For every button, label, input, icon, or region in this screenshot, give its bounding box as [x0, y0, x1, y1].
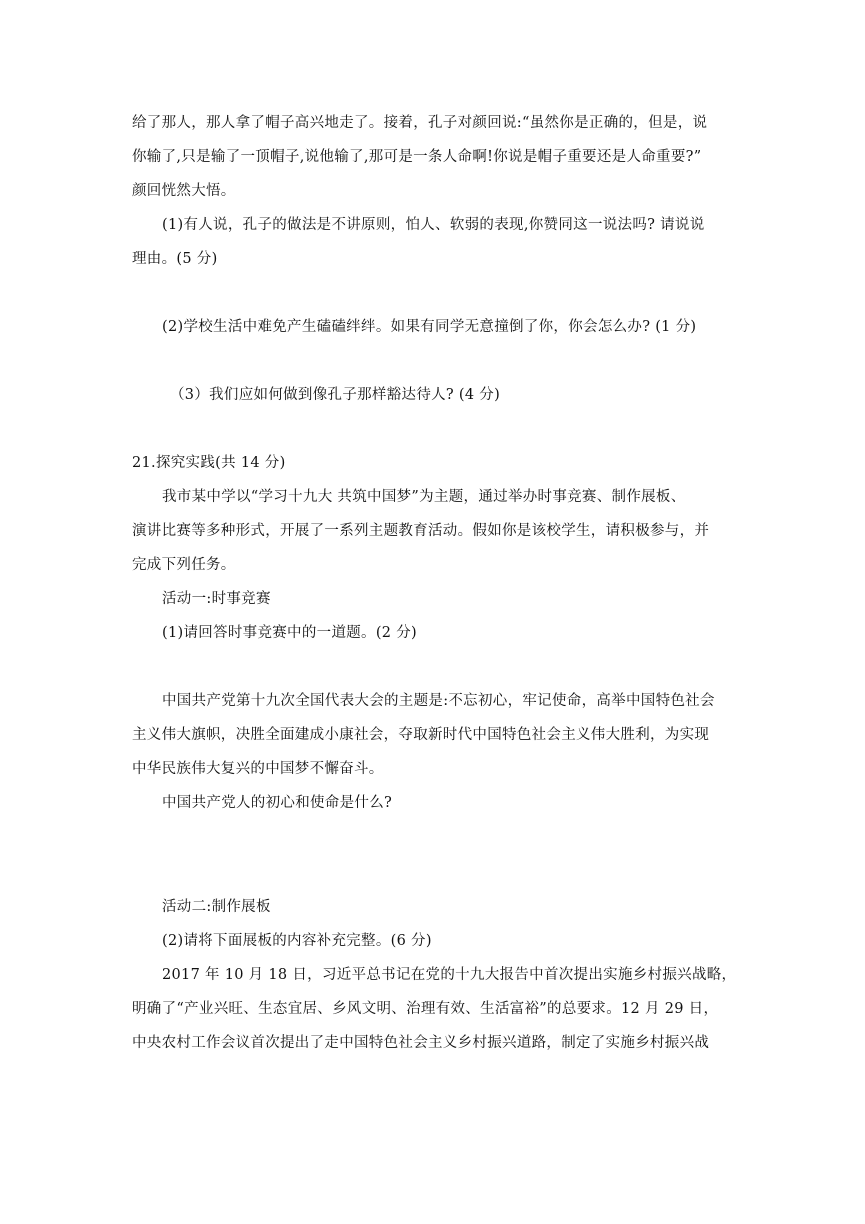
congress-theme-line-3: 中华民族伟大复兴的中国梦不懈奋斗。 — [132, 761, 384, 777]
activity-2-heading: 活动二:制作展板 — [162, 899, 271, 915]
activity-1-question: (1)请回答时事竞赛中的一道题。(2 分) — [162, 625, 417, 641]
intro-text-line-2: 演讲比赛等多种形式，开展了一系列主题教育活动。假如你是该校学生，请积极参与，并 — [132, 523, 710, 539]
story-text-line-1: 给了那人，那人拿了帽子高兴地走了。接着，孔子对颜回说:“虽然你是正确的，但是，说 — [132, 115, 708, 131]
intro-text-line-3: 完成下列任务。 — [132, 557, 236, 573]
question-1-line-2: 理由。(5 分) — [132, 251, 218, 267]
story-text-line-3: 颜回恍然大悟。 — [132, 183, 236, 199]
congress-question: 中国共产党人的初心和使命是什么? — [162, 795, 393, 811]
rural-text-line-1: 2017 年 10 月 18 日，习近平总书记在党的十九大报告中首次提出实施乡村振兴战略， — [162, 967, 737, 983]
question-3: （3）我们应如何做到像孔子那样豁达待人? (4 分) — [170, 387, 501, 403]
story-text-line-2: 你输了,只是输了一顶帽子,说他输了,那可是一条人命啊!你说是帽子重要还是人命重要?” — [132, 149, 702, 165]
question-1-line-1: (1)有人说，孔子的做法是不讲原则，怕人、软弱的表现,你赞同这一说法吗? 请说说 — [162, 217, 705, 233]
activity-1-heading: 活动一:时事竞赛 — [162, 591, 271, 607]
intro-text-line-1: 我市某中学以“学习十九大 共筑中国梦”为主题，通过举办时事竞赛、制作展板、 — [162, 489, 686, 505]
question-2: (2)学校生活中难免产生磕磕绊绊。如果有同学无意撞倒了你，你会怎么办? (1 分) — [162, 319, 697, 335]
section-21-heading: 21.探究实践(共 14 分) — [132, 455, 286, 471]
activity-2-question: (2)请将下面展板的内容补充完整。(6 分) — [162, 933, 432, 949]
rural-text-line-2: 明确了“产业兴旺、生态宜居、乡风文明、治理有效、生活富裕”的总要求。12 月 29 日， — [132, 1001, 719, 1017]
congress-theme-line-2: 主义伟大旗帜，决胜全面建成小康社会，夺取新时代中国特色社会主义伟大胜利，为实现 — [132, 727, 710, 743]
congress-theme-line-1: 中国共产党第十九次全国代表大会的主题是:不忘初心，牢记使命，高举中国特色社会 — [162, 693, 715, 709]
rural-text-line-3: 中央农村工作会议首次提出了走中国特色社会主义乡村振兴道路，制定了实施乡村振兴战 — [132, 1035, 710, 1051]
